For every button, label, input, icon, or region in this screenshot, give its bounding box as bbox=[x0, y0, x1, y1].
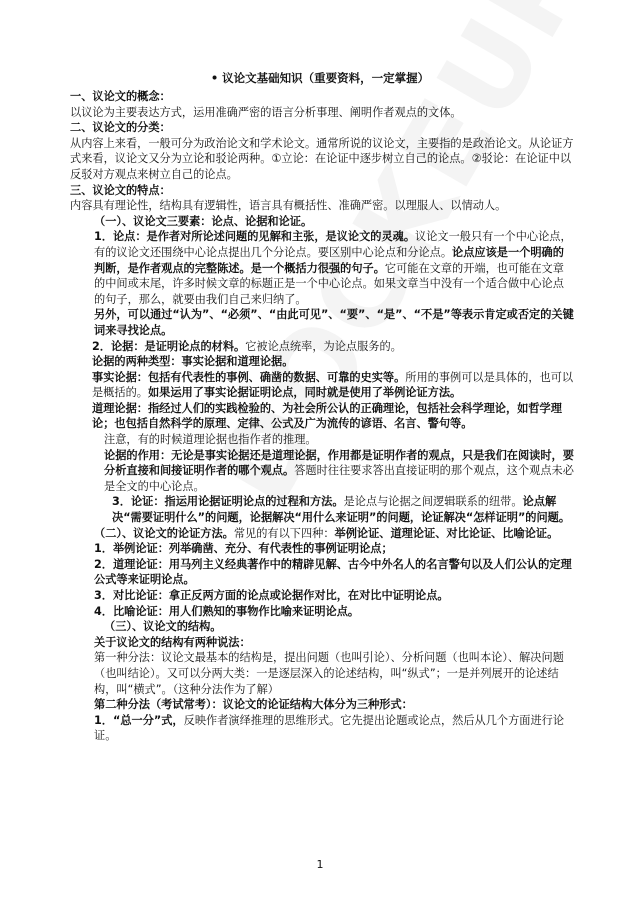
page-number: 1 bbox=[316, 858, 324, 871]
thesis-position: 它可能在文章的开端，也可能在文章的中间或末尾，许多时候文章的标题正是一个中心论点。如果文章当中没有一个适合做中心论点的句子，那么，就要由我们自己来归纳了。 bbox=[94, 261, 564, 306]
thesis-definition: 1．论点：是作者对所论述问题的见解和主张，是议论文的灵魂。 bbox=[94, 230, 416, 244]
structure-second-method: 第二种分法（考试常考）：议论文的论证结构大体分为三种形式： bbox=[94, 698, 413, 712]
methods-heading: （二）、议论文的论证方法。 bbox=[94, 526, 234, 540]
evidence-definition: 2．论据：是证明论点的材料。 bbox=[92, 339, 246, 353]
evidence-types: 论据的两种类型：事实论据和道理论据。 bbox=[92, 355, 294, 369]
method-contrast: 3．对比论证：拿正反两方面的论点或论据作对比，在对比中证明论点。 bbox=[94, 589, 449, 602]
paragraph-concept: 以议论为主要表达方式，运用准确严密的语言分析事理、阐明作者观点的文体。 bbox=[70, 105, 462, 119]
thesis-detail: 议论文一般只有一个中心论点，有的议论文还围绕中心论点提出几个分论点。要区别中心论点和分论点。 bbox=[94, 230, 572, 259]
section-structure: （三）、议论文的结构。 bbox=[104, 620, 222, 634]
paragraph-factual-evidence bbox=[70, 370, 575, 401]
method-example: 1．举例论证：列举确凿、充分、有代表性的事例证明论点； bbox=[94, 542, 393, 556]
factual-evidence-detail: 所用的事例可以是具体的，也可以是概括的。 bbox=[92, 370, 574, 400]
paragraph-thesis bbox=[70, 229, 575, 307]
paragraph-keywords: 另外，可以通过“认为”、“必须”、“由此可见”、“要”、“是”、“不是”等表示肯定或否定的关键词来寻找论点。 bbox=[94, 308, 574, 337]
factual-evidence-definition: 事实论据：包括有代表性的事例、确凿的数据、可靠的史实等。 bbox=[92, 370, 406, 384]
document-body bbox=[70, 89, 575, 744]
general-specific-detail: 反映作者演绎推理的思维形式。它先提出论题或论点，然后从几个方面进行论证。 bbox=[94, 713, 565, 743]
paragraph-features: 内容具有理论性，结构具有逻辑性，语言具有概括性、准确严密。以理服人、以情动人。 bbox=[70, 199, 507, 213]
paragraph-general-specific bbox=[70, 713, 575, 744]
method-metaphor: 4．比喻论证：用人们熟知的事物作比喻来证明论点。 bbox=[94, 604, 360, 618]
general-specific-label: 1．“总一分”式， bbox=[94, 713, 184, 727]
structure-intro: 关于议论文的结构有两种说法： bbox=[94, 635, 251, 649]
section-three-elements: （一）、议论文三要素：论点、论据和论证。 bbox=[94, 214, 313, 228]
paragraph-evidence bbox=[70, 339, 575, 355]
argumentation-summary: 论点解决“需要证明什么”的问题，论据解决“用什么来证明”的问题，论证解决“怎样证明”的问题。 bbox=[112, 495, 571, 525]
paragraph-argumentation bbox=[70, 494, 575, 525]
paragraph-reasoning-evidence: 道理论据：指经过人们的实践检验的、为社会所公认的正确理论，包括社会科学理论，如哲学理论；也包括自然科学的原理、定律、公式及广为流传的谚语、名言、警句等。 bbox=[92, 401, 562, 431]
heading-concept: 一、议论文的概念： bbox=[70, 90, 171, 103]
note-reasoning: 注意，有的时候道理论据也指作者的推理。 bbox=[104, 433, 317, 447]
thesis-judgement: 论点应该是一个明确的判断，是作者观点的完整陈述。是一个概括力很强的句子。 bbox=[94, 245, 564, 275]
argumentation-definition: 3．论证：指运用论据证明论点的过程和方法。 bbox=[112, 495, 344, 509]
paragraph-evidence-role bbox=[70, 448, 575, 495]
structure-first-method: 第一种分法：议论文最基本的结构是，提出问题（也叫引论）、分析问题（也叫本论）、解决问题（也叫结论）。又可以分两大类：一是逐层深入的论述结构，叫“纵式”；一是并列展开的论述结构，叫“横式”。（这种分法作为了解） bbox=[94, 651, 564, 696]
paragraph-methods bbox=[70, 526, 575, 542]
evidence-role-answer: 答题时往往要求答出直接证明的那个观点，这个观点未必是全文的中心论点。 bbox=[104, 464, 574, 493]
heading-features: 三、议论文的特点： bbox=[70, 183, 171, 197]
argumentation-detail: 是论点与论据之间逻辑联系的纽带。 bbox=[343, 495, 523, 509]
heading-classification: 二、议论文的分类： bbox=[70, 121, 171, 135]
method-reasoning: 2．道理论证：用马列主义经典著作中的精辟见解、古今中外名人的名言警句以及人们公认的定理公式等来证明论点。 bbox=[94, 557, 572, 587]
document-title: • 议论文基础知识（重要资料，一定掌握） bbox=[210, 71, 430, 85]
paragraph-classification: 从内容上来看，一般可分为政治论文和学术论文。通常所说的议论文，主要指的是政治论文。从论证方式来看，议论文又分为立论和驳论两种。①立论：在论证中逐步树立自己的论点。②驳论：在论证中以反驳对方观点来树立自己的论点。 bbox=[70, 136, 574, 181]
methods-list: 举例论证、道理论证、对比论证、比喻论证。 bbox=[334, 526, 559, 540]
methods-intro: 常见的有以下四种： bbox=[233, 526, 335, 540]
evidence-detail: 它被论点统率，为论点服务的。 bbox=[245, 339, 402, 353]
evidence-role: 论据的作用：无论是事实论据还是道理论据，作用都是证明作者的观点，只是我们在阅读时，要分析直接和间接证明作者的哪个观点。 bbox=[104, 448, 574, 478]
factual-evidence-method: 如果运用了事实论据证明论点，同时就是使用了举例论证方法。 bbox=[147, 386, 462, 400]
